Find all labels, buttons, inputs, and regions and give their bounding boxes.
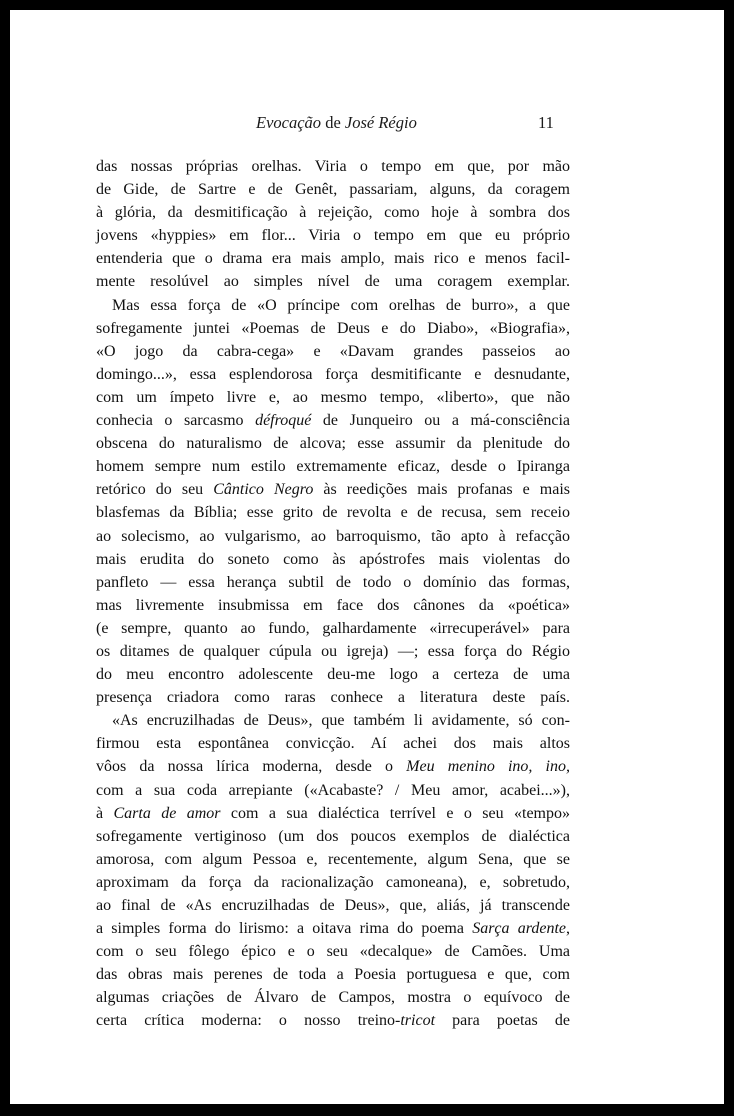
page-number: 11: [538, 113, 554, 132]
text-line: blasfemas da Bíblia; esse grito de revolta e de recusa, sem receio: [96, 504, 570, 522]
text-line: jovens «hyppies» em flor... Viria o tempo em que eu próprio: [96, 227, 570, 245]
text-line: panfleto — essa herança subtil de todo o domínio das formas,: [96, 573, 570, 591]
text-line: os ditames de qualquer cúpula ou igreja) —; essa força do Régio: [96, 642, 570, 660]
text-segment: ,: [566, 920, 571, 938]
text-line: mas livremente insubmissa em face dos cânones da «poética»: [96, 596, 570, 614]
text-line: [96, 802, 570, 825]
text-line: domingo...», essa esplendorosa força desmitificante e desnudante,: [96, 365, 570, 383]
text-line: firmou esta espontânea convicção. Aí achei dos mais altos: [96, 735, 570, 753]
text-segment: conhecia o sarcasmo: [96, 412, 256, 430]
text-line: [96, 409, 570, 432]
text-line: presença criadora como raras conhece a literatura deste país.: [96, 689, 570, 707]
italic-text: Carta de amor: [113, 804, 221, 822]
text-line: sofregamente juntei «Poemas de Deus e do Diabo», «Biografia»,: [96, 319, 570, 337]
text-line: com o seu fôlego épico e o seu «decalque» de Camões. Uma: [96, 943, 570, 961]
text-line: obscena do naturalismo de alcova; esse assumir da plenitude do: [96, 435, 570, 453]
text-line: ao final de «As encruzilhadas de Deus», que, aliás, já transcende: [96, 897, 570, 914]
italic-text: tricot: [400, 1012, 436, 1030]
text-segment: à: [96, 804, 114, 822]
text-line: mente resolúvel ao simples nível de uma coragem exemplar.: [96, 273, 570, 291]
text-segment: vôos da nossa lírica moderna, desde o: [96, 758, 407, 776]
text-line: algumas criações de Álvaro de Campos, mostra o equívoco de: [96, 989, 570, 1007]
running-title-part: de: [321, 113, 345, 132]
running-title: [256, 113, 417, 133]
italic-text: Cântico Negro: [213, 481, 314, 499]
running-header: [10, 113, 724, 137]
text-line: do meu encontro adolescente deu-me logo a certeza de uma: [96, 666, 570, 684]
text-line: «As encruzilhadas de Deus», que também li avidamente, só con-: [112, 712, 570, 730]
italic-text: Meu menino ino, ino,: [406, 758, 571, 776]
text-line: (e sempre, quanto ao fundo, galhardamente «irrecuperável» para: [96, 619, 570, 637]
text-line: entenderia que o drama era mais amplo, mais rico e menos facil-: [96, 250, 570, 268]
text-line: [96, 917, 570, 940]
text-line: homem sempre num estilo extremamente eficaz, desde o Ipiranga: [96, 458, 570, 476]
text-line: [96, 755, 570, 778]
text-segment: com a sua dialéctica terrível e o seu «tempo»: [220, 804, 570, 822]
text-line: das obras mais perenes de toda a Poesia portuguesa e que, com: [96, 966, 570, 984]
text-line: de Gide, de Sartre e de Genêt, passariam, alguns, da coragem: [96, 181, 570, 199]
text-line: das nossas próprias orelhas. Viria o tempo em que, por mão: [96, 158, 570, 175]
body-text: [96, 155, 570, 1033]
text-segment: a simples forma do lirismo: a oitava rima do poema: [96, 920, 473, 938]
text-segment: de Junqueiro ou a má-consciência: [311, 412, 570, 430]
text-line: com a sua coda arrepiante («Acabaste? / Meu amor, acabei...»),: [96, 781, 570, 799]
text-line: [96, 1009, 570, 1032]
italic-text: défroqué: [255, 412, 312, 430]
text-segment: para poetas de: [435, 1012, 570, 1030]
text-line: amorosa, com algum Pessoa e, recentemente, algum Sena, que se: [96, 850, 570, 868]
text-line: sofregamente vertiginoso (um dos poucos exemplos de dialéctica: [96, 827, 570, 845]
text-line: [96, 478, 570, 501]
text-segment: certa crítica moderna: o nosso treino-: [96, 1012, 401, 1030]
text-line: à glória, da desmitificação à rejeição, como hoje à sombra dos: [96, 204, 570, 222]
running-title-part: Evocação: [256, 113, 322, 132]
text-line: Mas essa força de «O príncipe com orelhas de burro», a que: [112, 296, 570, 314]
italic-text: Sarça ardente: [472, 920, 567, 938]
text-line: mais erudita do soneto como às apóstrofes mais violentas do: [96, 550, 570, 568]
text-segment: retórico do seu: [96, 481, 214, 499]
text-line: «O jogo da cabra-cega» e «Davam grandes passeios ao: [96, 342, 570, 360]
text-segment: às reedições mais profanas e mais: [313, 481, 571, 499]
book-page: [10, 10, 724, 1104]
text-line: com um ímpeto livre e, ao mesmo tempo, «liberto», que não: [96, 388, 570, 406]
running-title-part: José Régio: [344, 113, 417, 132]
text-line: ao solecismo, ao vulgarismo, ao barroquismo, tão apto à refacção: [96, 527, 570, 545]
text-line: aproximam da força da racionalização camoneana), e, sobretudo,: [96, 873, 570, 891]
